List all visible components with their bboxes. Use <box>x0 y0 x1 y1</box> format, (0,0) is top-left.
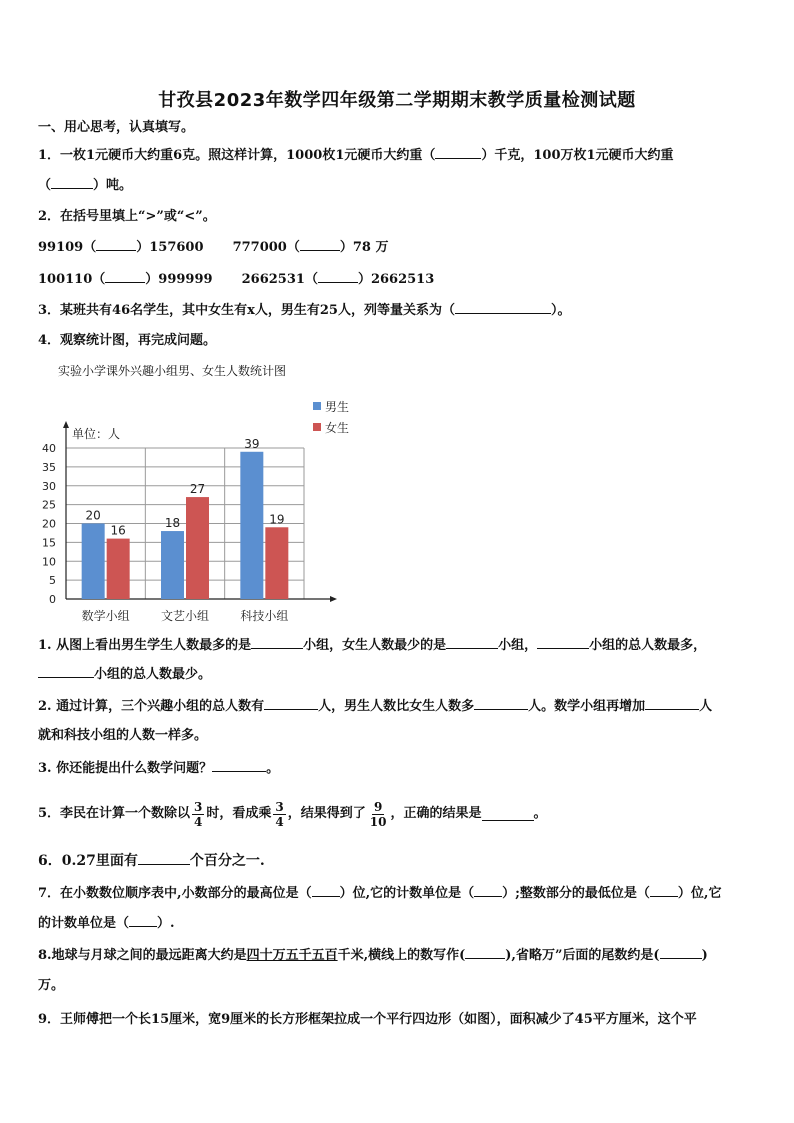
sub2-blank-2[interactable] <box>474 697 528 710</box>
q2-r2-c: 2662531（ <box>241 272 318 287</box>
q3-text-b: ）。 <box>550 303 571 318</box>
q7-blank-4[interactable] <box>129 914 157 927</box>
q6-b: 个百分之一. <box>189 853 265 869</box>
sub1-blank-1[interactable] <box>251 636 303 649</box>
q8-a: 8.地球与月球之间的最远距离大约是 <box>38 948 247 963</box>
y-tick-label: 20 <box>42 517 56 531</box>
q8-underlined-number: 四十万五千五百 <box>246 948 338 963</box>
question-4: 4．观察统计图，再完成问题。 <box>38 333 217 348</box>
legend-swatch <box>313 402 321 410</box>
q5-d: ，正确的结果是 <box>390 806 482 821</box>
sub2-blank-1[interactable] <box>264 697 318 710</box>
q7-c: ）;整数部分的最低位是（ <box>502 886 650 901</box>
sub2-c: 人。数学小组再增加 <box>528 699 646 714</box>
q8-blank-2[interactable] <box>660 946 702 959</box>
sub2-a: 2. 通过计算，三个兴趣小组的总人数有 <box>38 699 265 714</box>
sub1-blank-4[interactable] <box>38 665 94 678</box>
frac-num: 3 <box>275 799 284 814</box>
q1-text-c: （ <box>38 178 52 193</box>
sub3-a: 3. 你还能提出什么数学问题？ <box>38 761 213 776</box>
y-tick-label: 40 <box>42 442 56 455</box>
bar-girls <box>107 539 130 599</box>
page-title: 甘孜县2023年数学四年级第二学期期末教学质量检测试题 <box>158 90 636 111</box>
data-label: 16 <box>110 523 126 538</box>
sub2-d: 人 <box>699 699 713 714</box>
q7-blank-3[interactable] <box>650 884 678 897</box>
q1-text-a: 1．一枚1元硬币大约重6克。照这样计算，1000枚1元硬币大约重（ <box>38 148 436 163</box>
q5-c: ，结果得到了 <box>287 806 366 821</box>
q5-b: 时，看成乘 <box>206 806 272 821</box>
q6-a: 6．0.27里面有 <box>38 853 138 869</box>
sub-question-2-line-1 <box>38 697 712 716</box>
question-6 <box>38 852 265 870</box>
legend-label: 女生 <box>325 421 350 435</box>
frac-num: 9 <box>373 799 383 814</box>
q2-r1-b: ）157600 <box>136 240 204 255</box>
data-label: 19 <box>269 512 285 527</box>
bar-boys <box>82 524 105 600</box>
q7-e: 的计数单位是（ <box>38 916 130 931</box>
bar-girls <box>186 497 209 599</box>
q2-r1-c: 777000（ <box>232 240 300 255</box>
x-tick-label: 数学小组 <box>81 609 130 623</box>
sub1-blank-2[interactable] <box>446 636 498 649</box>
y-tick-label: 0 <box>49 593 56 606</box>
sub1-e: 小组的总人数最少。 <box>94 667 212 682</box>
question-7-line-2 <box>38 914 175 933</box>
frac-num: 3 <box>194 799 203 814</box>
sub1-c: 小组， <box>498 638 538 653</box>
sub2-b: 人，男生人数比女生人数多 <box>318 699 475 714</box>
frac-den: 4 <box>194 814 203 829</box>
question-7-line-1 <box>38 884 721 903</box>
q2-r2-a: 100110（ <box>38 272 106 287</box>
data-label: 18 <box>164 516 181 531</box>
q1-text-b: ）千克，100万枚1元硬币大约重 <box>481 148 674 163</box>
fraction-3-4-b <box>273 800 285 829</box>
q2-r1-a: 99109（ <box>38 240 97 255</box>
question-8-line-1 <box>38 946 708 965</box>
x-tick-label: 科技小组 <box>240 609 289 623</box>
x-axis-arrow <box>330 596 337 602</box>
q7-d: ）位,它 <box>677 886 722 901</box>
sub-question-1-line-1 <box>38 636 706 655</box>
q7-blank-2[interactable] <box>474 884 502 897</box>
y-tick-label: 10 <box>42 555 56 569</box>
question-8-line-2: 万。 <box>38 978 65 993</box>
y-tick-label: 15 <box>42 536 56 550</box>
sub-question-2-line-2: 就和科技小组的人数一样多。 <box>38 728 208 743</box>
bar-girls <box>265 527 288 599</box>
q8-b: 千米,横线上的数写作( <box>337 948 466 963</box>
data-label: 39 <box>244 436 260 451</box>
y-tick-label: 5 <box>49 574 56 588</box>
y-tick-label: 30 <box>42 479 56 493</box>
q7-b: ）位,它的计数单位是（ <box>339 886 475 901</box>
frac-den: 4 <box>275 814 284 829</box>
bar-boys <box>161 531 184 599</box>
q5-a: 5．李民在计算一个数除以 <box>38 806 191 821</box>
data-label: 27 <box>189 482 206 497</box>
q8-c: ),省略万”后面的尾数约是( <box>505 948 660 963</box>
q1-text-d: ）吨。 <box>93 178 133 193</box>
q2-r2-b: ）999999 <box>145 272 213 287</box>
q7-f: ）. <box>157 916 175 931</box>
q7-a: 7．在小数数位顺序表中,小数部分的最高位是（ <box>38 886 312 901</box>
q8-blank-1[interactable] <box>465 946 505 959</box>
sub1-blank-3[interactable] <box>537 636 589 649</box>
question-5 <box>38 796 547 832</box>
y-tick-label: 35 <box>42 460 56 474</box>
q3-text-a: 3．某班共有46名学生，其中女生有x人，男生有25人，列等量关系为（ <box>38 303 455 318</box>
q2-r2-d: ）2662513 <box>357 272 435 287</box>
sub1-d: 小组的总人数最多， <box>589 638 707 653</box>
q6-blank[interactable] <box>138 852 190 865</box>
q2-r1-d: ）78 万 <box>339 240 389 255</box>
legend-label: 男生 <box>325 400 350 414</box>
q7-blank-1[interactable] <box>312 884 340 897</box>
fraction-9-10 <box>368 800 389 829</box>
sub3-b: 。 <box>266 761 280 776</box>
y-axis-arrow <box>63 421 69 428</box>
y-axis-label: 单位：人 <box>72 427 121 441</box>
question-2: 2．在括号里填上“>”或“<”。 <box>38 209 216 224</box>
bar-boys <box>240 452 263 599</box>
sub3-blank[interactable] <box>212 759 266 772</box>
chart-title: 实验小学课外兴趣小组男、女生人数统计图 <box>58 364 287 378</box>
sub2-blank-3[interactable] <box>645 697 699 710</box>
question-9: 9．王师傅把一个长15厘米，宽9厘米的长方形框架拉成一个平行四边形（如图），面积减少了45平方厘米，这个平 <box>38 1012 697 1027</box>
section-heading: 一、用心思考，认真填写。 <box>38 120 195 135</box>
fraction-3-4-a <box>192 800 204 829</box>
data-label: 20 <box>85 508 101 523</box>
sub1-a: 1. 从图上看出男生学生人数最多的是 <box>38 638 252 653</box>
y-tick-label: 25 <box>42 498 56 512</box>
x-tick-label: 文艺小组 <box>160 609 210 623</box>
sub1-b: 小组，女生人数最少的是 <box>303 638 447 653</box>
q5-e: 。 <box>533 806 547 821</box>
sub-question-3 <box>38 759 279 778</box>
frac-den: 10 <box>369 814 387 829</box>
q5-blank[interactable] <box>482 808 534 821</box>
sub-question-1-line-2 <box>38 665 211 684</box>
legend-swatch <box>313 423 321 431</box>
q8-d: ) <box>701 948 708 963</box>
